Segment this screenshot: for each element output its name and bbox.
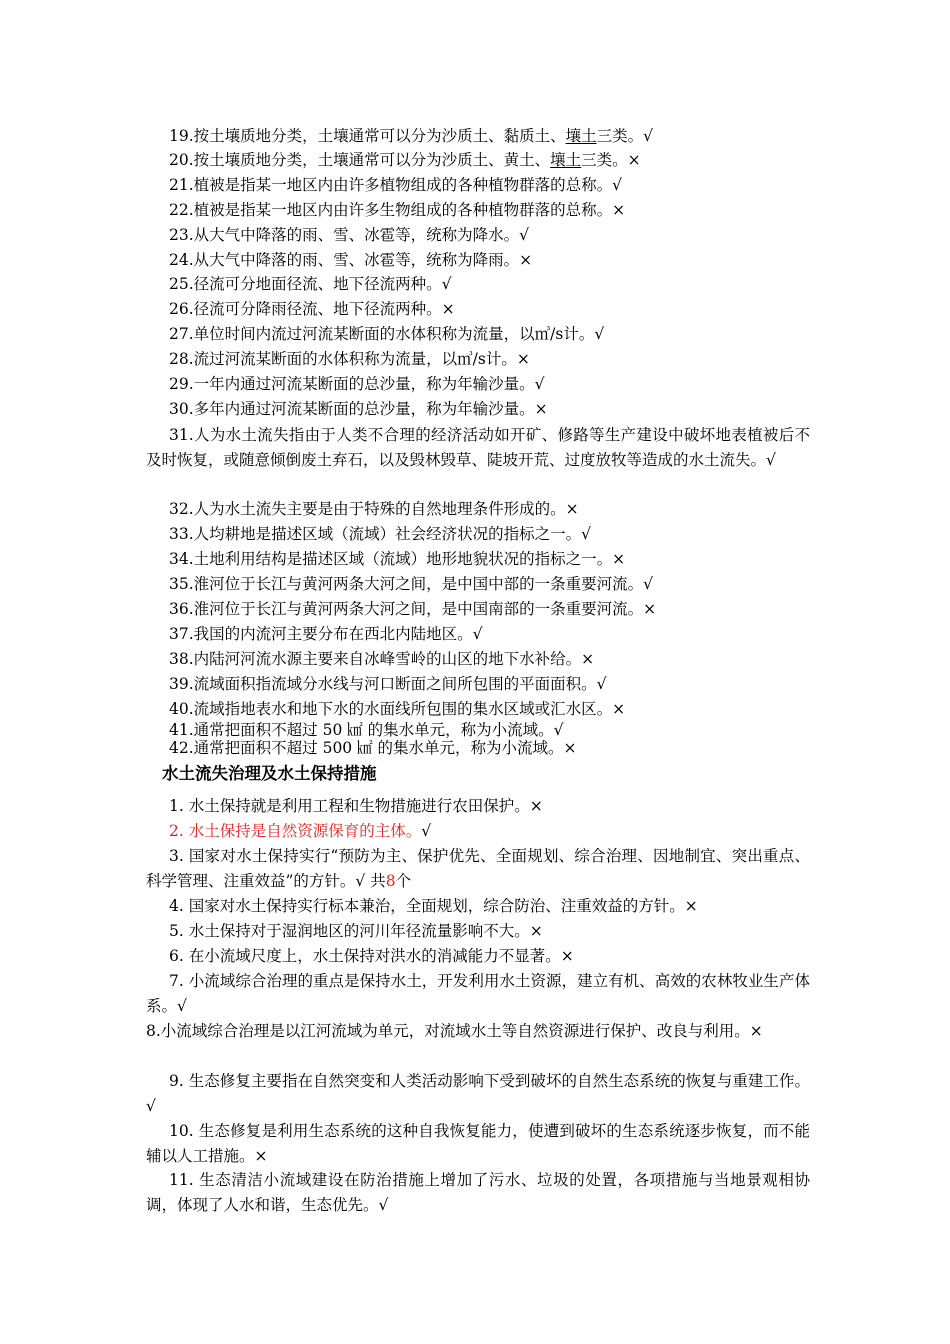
list-item: 25.径流可分地面径流、地下径流两种。√: [169, 275, 452, 293]
list-item: 24.从大气中降落的雨、雪、冰雹等，统称为降雨。×: [169, 251, 533, 269]
list-item: 9. 生态修复主要指在自然突变和人类活动影响下受到破坏的自然生态系统的恢复与重建工作。 √: [146, 1072, 810, 1115]
list-item: 31.人为水土流失指由于人类不合理的经济活动如开矿、修路等生产建设中破坏地表植被后不及时恢复，或随意倾倒废土弃石，以及毁林毁草、陡坡开荒、过度放牧等造成的水土流失。√: [146, 426, 810, 469]
list-item: 35.淮河位于长江与黄河两条大河之间，是中国中部的一条重要河流。√: [169, 575, 654, 593]
list-item: 5. 水土保持对于湿润地区的河川年径流量影响不大。×: [169, 922, 543, 940]
list-item: 37.我国的内流河主要分布在西北内陆地区。√: [169, 625, 483, 643]
list-item: 19.按土壤质地分类，土壤通常可以分为沙质土、黏质土、壤土三类。√: [169, 127, 654, 145]
list-item: 21.植被是指某一地区内由许多植物组成的各种植物群落的总称。√: [169, 176, 623, 194]
list-item: 32.人为水土流失主要是由于特殊的自然地理条件形成的。×: [169, 500, 579, 518]
list-item: 40.流域指地表水和地下水的水面线所包围的集水区域或汇水区。×: [169, 700, 626, 718]
list-item: 28.流过河流某断面的水体积称为流量，以㎥/s计。×: [169, 350, 530, 368]
list-item: 1. 水土保持就是利用工程和生物措施进行农田保护。×: [169, 797, 543, 815]
list-item: 39.流域面积指流域分水线与河口断面之间所包围的平面面积。√: [169, 675, 607, 693]
list-item: 6. 在小流域尺度上，水土保持对洪水的消减能力不显著。×: [169, 947, 574, 965]
list-item: 42.通常把面积不超过 500 ㎢ 的集水单元，称为小流域。×: [169, 739, 577, 757]
list-item: 20.按土壤质地分类，土壤通常可以分为沙质土、黄土、壤土三类。×: [169, 151, 641, 169]
list-item: 33.人均耕地是描述区域（流域）社会经济状况的指标之一。√: [169, 525, 592, 543]
list-item: 2. 水土保持是自然资源保育的主体。√: [169, 822, 432, 840]
list-item: 36.淮河位于长江与黄河两条大河之间，是中国南部的一条重要河流。×: [169, 600, 657, 618]
list-item: 34.土地利用结构是描述区域（流域）地形地貌状况的指标之一。×: [169, 550, 626, 568]
list-item: 11. 生态清洁小流域建设在防治措施上增加了污水、垃圾的处置，各项措施与当地景观相协调，体现了人水和谐，生态优先。√: [146, 1171, 810, 1214]
list-item: 27.单位时间内流过河流某断面的水体积称为流量，以㎥/s计。√: [169, 325, 605, 343]
list-item: 3. 国家对水土保持实行“预防为主、保护优先、全面规划、综合治理、因地制宜、突出重点、科学管理、注重效益”的方针。√ 共8个: [146, 847, 810, 890]
list-item: 10. 生态修复是利用生态系统的这种自我恢复能力，使遭到破坏的生态系统逐步恢复，而不能辅以人工措施。×: [146, 1122, 810, 1165]
list-item: 8.小流域综合治理是以江河流域为单元，对流域水土等自然资源进行保护、改良与利用。×: [146, 1022, 763, 1040]
list-item: 7. 小流域综合治理的重点是保持水土，开发利用水土资源，建立有机、高效的农林牧业生产体系。√: [146, 972, 810, 1015]
section-title: 水土流失治理及水土保持措施: [162, 764, 377, 783]
list-item: 30.多年内通过河流某断面的总沙量，称为年输沙量。×: [169, 400, 548, 418]
list-item: 22.植被是指某一地区内由许多生物组成的各种植物群落的总称。×: [169, 201, 626, 219]
list-item: 29.一年内通过河流某断面的总沙量，称为年输沙量。√: [169, 375, 545, 393]
list-item: 41.通常把面积不超过 50 ㎢ 的集水单元，称为小流域。√: [169, 721, 564, 739]
list-item: 38.内陆河河流水源主要来自冰峰雪岭的山区的地下水补给。×: [169, 650, 595, 668]
list-item: 26.径流可分降雨径流、地下径流两种。×: [169, 300, 455, 318]
list-item: 4. 国家对水土保持实行标本兼治，全面规划，综合防治、注重效益的方针。×: [169, 897, 698, 915]
list-item: 23.从大气中降落的雨、雪、冰雹等，统称为降水。√: [169, 226, 530, 244]
